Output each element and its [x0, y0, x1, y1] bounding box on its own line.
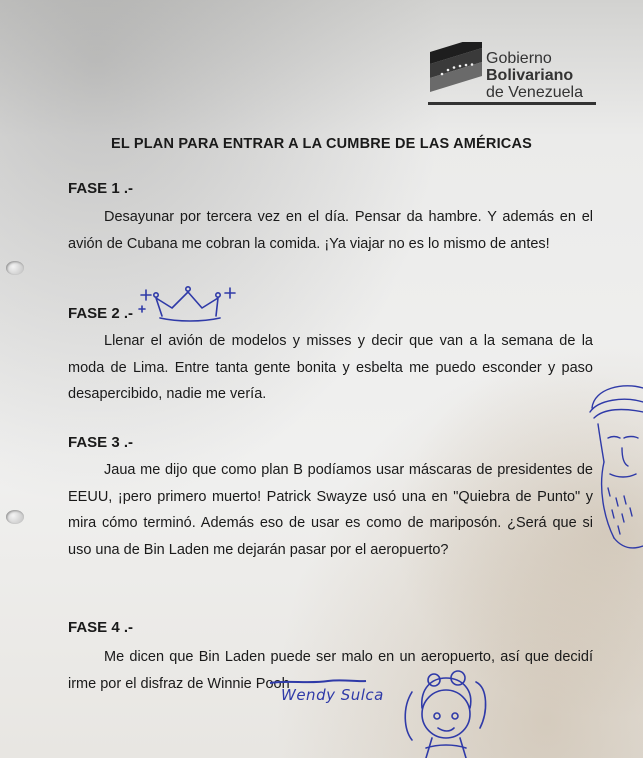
binder-hole	[6, 510, 24, 524]
logo-line-2: Bolivariano	[486, 67, 574, 84]
phase-2-text: Llenar el avión de modelos y misses y decir que van a la semana de la moda de Lima. Entre tanta gente bonita y esbelta me puedo esconder y paso desapercibido, nadie me vería.	[68, 333, 593, 402]
phase-1-heading: FASE 1 .-	[68, 180, 134, 197]
phase-2-heading: FASE 2 .-	[68, 305, 134, 322]
phase-1-text: Desayunar por tercera vez en el día. Pensar da hambre. Y además en el avión de Cubana me cobran la comida. ¡Ya viajar no es lo mismo de antes!	[68, 209, 593, 252]
logo-text	[486, 50, 583, 101]
struck-text: Winnie Pooh	[207, 675, 290, 692]
document-title: EL PLAN PARA ENTRAR A LA CUMBRE DE LAS AMÉRICAS	[110, 136, 533, 152]
government-logo	[428, 42, 598, 112]
crown-doodle-icon	[138, 282, 238, 326]
bin-laden-doodle-icon	[584, 378, 643, 558]
logo-underline	[428, 102, 596, 105]
girl-doodle-icon	[392, 668, 502, 758]
signature: Wendy Sulca	[281, 686, 384, 704]
phase-3-heading: FASE 3 .-	[68, 434, 134, 451]
venezuela-flag-icon	[428, 42, 484, 98]
phase-3-text: Jaua me dijo que como plan B podíamos usar máscaras de presidentes de EEUU, ¡pero primero muerto! Patrick Swayze usó una en "Quiebra de Punto" y mira cómo terminó. Además eso de usar es como de mariposón. ¿Será que si uso una de Bin Laden me dejarán pasar por el aeropuerto?	[68, 462, 593, 558]
phase-4-text-before: Me dicen que Bin Laden puede ser malo en un aeropuerto, así que decidí irme por el disfraz de	[68, 649, 593, 692]
logo-line-3: de Venezuela	[486, 84, 583, 101]
phase-4-heading: FASE 4 .-	[68, 619, 134, 636]
logo-line-1: Gobierno	[486, 50, 552, 67]
binder-hole	[6, 261, 24, 275]
